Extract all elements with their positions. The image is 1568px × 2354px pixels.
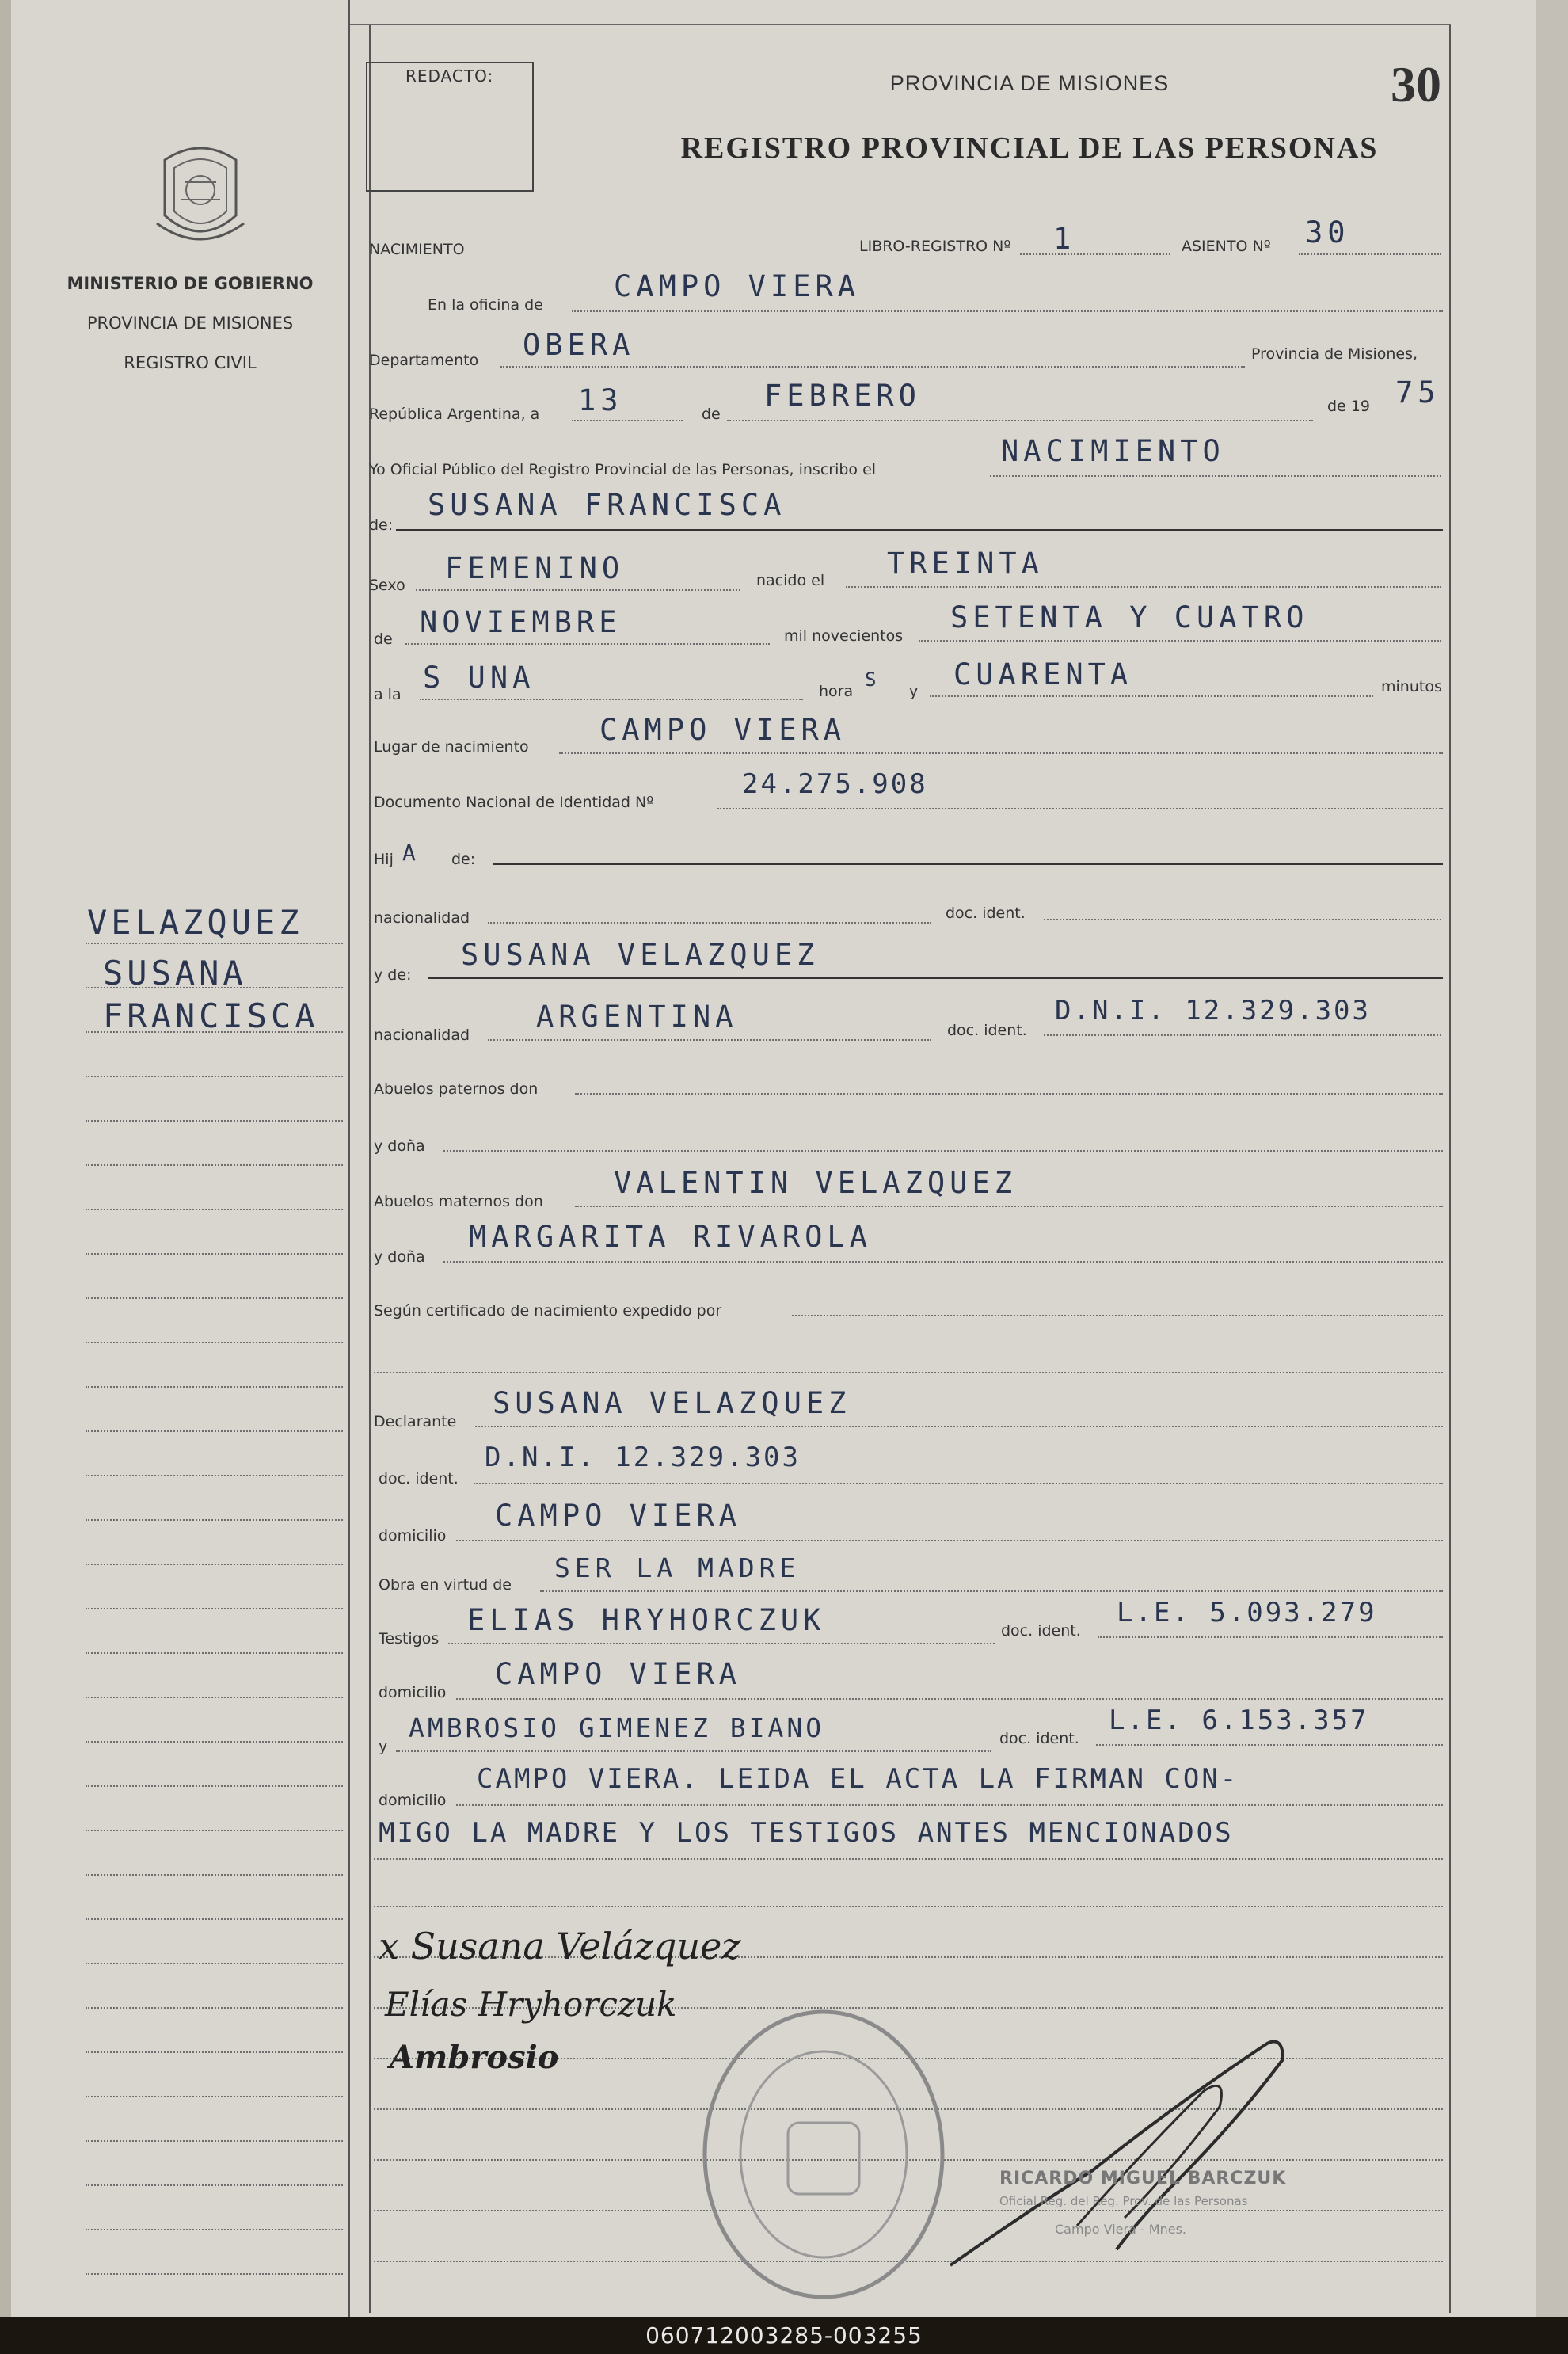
nacido-value: TREINTA [887, 547, 1044, 581]
margin-note-first-name: SUSANA [103, 954, 247, 992]
testigo1-doc-value: L.E. 5.093.279 [1117, 1597, 1377, 1628]
nacionalidad1-label: nacionalidad [374, 909, 470, 927]
domicilio3-line [456, 1804, 1443, 1806]
certificado-line-2 [374, 1372, 1443, 1373]
domicilio2-value: CAMPO VIERA [495, 1657, 742, 1691]
official-role: Oficial Reg. del Reg. Prov. de las Personas [999, 2194, 1248, 2208]
de19-label: de 19 [1327, 398, 1370, 415]
asiento-label: ASIENTO Nº [1182, 238, 1271, 255]
madre-de-label: y de: [374, 966, 412, 984]
nacido-mes-value: NOVIEMBRE [420, 605, 622, 639]
horas-suffix: S [865, 668, 879, 691]
hij-suffix: A [402, 840, 418, 866]
margin-line [86, 1564, 343, 1565]
republica-label: República Argentina, a [369, 406, 540, 423]
dni-value: 24.275.908 [742, 768, 928, 800]
margin-line [86, 2140, 343, 2142]
testigos-label: Testigos [379, 1630, 440, 1647]
departamento-value: OBERA [523, 328, 635, 362]
margin-line [86, 1785, 343, 1787]
testigo1-line [448, 1643, 995, 1644]
nacionalidad1-line [488, 922, 931, 924]
hora-line [420, 699, 803, 700]
mil-label: mil novecientos [784, 627, 904, 645]
margin-line [86, 1076, 343, 1077]
margin-line [86, 1386, 343, 1388]
margin-line [86, 1608, 343, 1609]
oficina-line [572, 310, 1443, 312]
mes-value: FEBRERO [764, 379, 921, 413]
official-place: Campo Viera - Mnes. [1055, 2222, 1187, 2237]
margin-line [86, 2184, 343, 2186]
mil-line [919, 640, 1441, 642]
margin-line [86, 1430, 343, 1432]
madre-value: SUSANA VELAZQUEZ [461, 938, 820, 972]
provincia-label: Provincia de Misiones, [1251, 345, 1418, 363]
oficial-label: Yo Oficial Público del Registro Provincial de las Personas, inscribo el [369, 461, 877, 478]
margin-line [86, 2007, 343, 2009]
dni-line [717, 808, 1443, 809]
certificado-label: Según certificado de nacimiento expedido por [374, 1302, 722, 1320]
margin-line [86, 1209, 343, 1210]
margin-line [86, 1741, 343, 1743]
anio-value: 75 [1395, 375, 1441, 409]
abuelo-materno-value: VALENTIN VELAZQUEZ [614, 1166, 1017, 1200]
abuelo-paterno-line [575, 1093, 1443, 1095]
minutos-line [930, 695, 1373, 697]
sexo-line [416, 589, 740, 591]
horas-label: hora [819, 683, 854, 700]
official-name: RICARDO MIGUEL BARCZUK [999, 2169, 1287, 2188]
margin-line [86, 1031, 343, 1033]
inscribo-value: NACIMIENTO [1001, 434, 1225, 468]
abuela-paterna-line [443, 1150, 1443, 1152]
nacionalidad2-line [488, 1039, 931, 1041]
y2-label: y [379, 1738, 388, 1755]
form-right-border [1449, 24, 1451, 2313]
redacto-label: REDACTO: [405, 67, 494, 86]
margin-line [86, 1963, 343, 1964]
witness2-signature: Ambrosio [390, 2039, 559, 2076]
abuelos-maternos-label: Abuelos maternos don [374, 1193, 543, 1210]
testigo1-doc-label: doc. ident. [1001, 1622, 1081, 1640]
page-number: 30 [1391, 56, 1441, 112]
ala-label: a la [374, 686, 402, 703]
domicilio1-value: CAMPO VIERA [495, 1499, 742, 1533]
margin-line [86, 2229, 343, 2230]
continuation-line [374, 1858, 1443, 1860]
obra-label: Obra en virtud de [379, 1576, 512, 1594]
testigo1-doc-line [1098, 1636, 1443, 1638]
libro-value: 1 [1053, 222, 1076, 256]
docident2-label: doc. ident. [947, 1022, 1027, 1039]
docident1-label: doc. ident. [946, 905, 1026, 922]
dia-line [572, 420, 683, 421]
nacimiento-label: NACIMIENTO [369, 241, 465, 258]
de-label: de [702, 406, 721, 423]
official-signature-icon [934, 2012, 1315, 2297]
domicilio3-label: domicilio [379, 1792, 447, 1809]
asiento-value: 30 [1305, 215, 1350, 249]
docident2-value: D.N.I. 12.329.303 [1055, 995, 1371, 1027]
lugar-label: Lugar de nacimiento [374, 738, 529, 756]
decl-doc-label: doc. ident. [379, 1470, 459, 1487]
declarante-line [475, 1426, 1443, 1427]
continuation-value: MIGO LA MADRE Y LOS TESTIGOS ANTES MENCIONADOS [379, 1817, 1234, 1849]
persona-line [396, 529, 1443, 531]
margin-line [86, 987, 343, 988]
page-edge-left [0, 0, 11, 2317]
witness1-signature: Elías Hryhorczuk [385, 1985, 677, 2024]
asiento-line [1299, 253, 1441, 255]
margin-line [86, 2273, 343, 2275]
docident2-line [1044, 1034, 1441, 1036]
abuela-materna-line [443, 1261, 1443, 1263]
testigo2-line [396, 1750, 991, 1752]
abuelos-paternos-label: Abuelos paternos don [374, 1080, 539, 1098]
madre-line [428, 977, 1443, 979]
margin-line [86, 1652, 343, 1654]
docident1-line [1044, 919, 1441, 920]
mother-signature: x Susana Velázquez [379, 1925, 741, 1967]
inscribo-line [990, 475, 1441, 477]
testigo1-value: ELIAS HRYHORCZUK [467, 1603, 826, 1637]
persona-de-label: de: [369, 516, 394, 534]
margin-line [86, 1342, 343, 1343]
form-top-border [350, 24, 1451, 25]
abuela-materna-value: MARGARITA RIVAROLA [469, 1220, 872, 1254]
page-edge-right [1536, 0, 1568, 2317]
obra-value: SER LA MADRE [554, 1552, 801, 1583]
lugar-value: CAMPO VIERA [599, 713, 847, 747]
domicilio2-label: domicilio [379, 1684, 447, 1701]
margin-line [86, 1918, 343, 1920]
margin-line [86, 2051, 343, 2053]
departamento-line [500, 366, 1245, 368]
nacido-mes-line [405, 643, 770, 645]
libro-line [1020, 253, 1170, 255]
persona-value: SUSANA FRANCISCA [428, 488, 786, 522]
nacido-line [846, 586, 1441, 588]
certificado-line [792, 1315, 1443, 1316]
ydona1-label: y doña [374, 1137, 425, 1155]
y-minutos-label: y [909, 683, 919, 700]
dni-label: Documento Nacional de Identidad Nº [374, 794, 654, 811]
margin-line [86, 1164, 343, 1166]
nacido-label: nacido el [756, 572, 825, 589]
testigo2-value: AMBROSIO GIMENEZ BIANO [409, 1712, 825, 1743]
document-id: 060712003285-003255 [645, 2322, 923, 2348]
margin-line [86, 2096, 343, 2097]
margin-line [86, 1874, 343, 1876]
margin-line [86, 1120, 343, 1122]
testigo2-doc-label: doc. ident. [999, 1730, 1079, 1747]
official-stamp-icon [697, 2004, 950, 2305]
hij-label: Hij [374, 851, 394, 868]
margin-line [86, 943, 343, 944]
sidebar-province-label: PROVINCIA DE MISIONES [86, 314, 294, 333]
ydona2-label: y doña [374, 1248, 425, 1266]
testigo2-doc-line [1096, 1744, 1443, 1746]
minutos-value: CUARENTA [953, 657, 1133, 691]
domicilio1-label: domicilio [379, 1527, 447, 1545]
margin-line [86, 1475, 343, 1476]
declarante-label: Declarante [374, 1413, 457, 1430]
hij-de-label: de: [451, 851, 476, 868]
hora-value: S UNA [423, 661, 535, 695]
civil-registry-label: REGISTRO CIVIL [124, 353, 257, 372]
nacionalidad2-value: ARGENTINA [536, 1000, 738, 1034]
domicilio3-value: CAMPO VIERA. LEIDA EL ACTA LA FIRMAN CON- [477, 1763, 1239, 1795]
nacido-mes-de-label: de [374, 630, 393, 648]
mes-line [727, 420, 1313, 421]
dia-value: 13 [578, 383, 623, 417]
departamento-label: Departamento [369, 352, 479, 369]
lugar-line [559, 752, 1443, 754]
blank-line [374, 1906, 1443, 1907]
padre-line [493, 863, 1443, 865]
margin-note-surname: VELAZQUEZ [87, 903, 303, 942]
domicilio2-line [456, 1698, 1443, 1700]
testigo2-doc-value: L.E. 6.153.357 [1109, 1705, 1369, 1736]
decl-doc-value: D.N.I. 12.329.303 [485, 1442, 801, 1473]
margin-line [86, 1830, 343, 1831]
oficina-value: CAMPO VIERA [614, 269, 861, 303]
minutos-label: minutos [1381, 678, 1442, 695]
sexo-value: FEMENINO [445, 551, 625, 585]
nacionalidad2-label: nacionalidad [374, 1027, 470, 1044]
registry-title: REGISTRO PROVINCIAL DE LAS PERSONAS [680, 131, 1379, 165]
domicilio1-line [456, 1540, 1443, 1541]
libro-label: LIBRO-REGISTRO Nº [859, 238, 1011, 255]
margin-line [86, 1297, 343, 1299]
ministry-label: MINISTERIO DE GOBIERNO [67, 274, 314, 293]
margin-note-second-name: FRANCISCA [103, 996, 319, 1035]
margin-line [86, 1253, 343, 1255]
abuelo-materno-line [575, 1206, 1443, 1207]
sidebar-divider [348, 0, 350, 2317]
decl-doc-line [474, 1483, 1443, 1484]
margin-line [86, 1697, 343, 1698]
declarante-value: SUSANA VELAZQUEZ [493, 1386, 851, 1420]
province-header: PROVINCIA DE MISIONES [889, 71, 1170, 95]
oficina-label: En la oficina de [428, 296, 543, 314]
mil-value: SETENTA Y CUATRO [950, 600, 1309, 634]
sexo-label: Sexo [369, 577, 405, 594]
province-seal-icon [149, 136, 252, 247]
margin-line [86, 1519, 343, 1521]
obra-line [540, 1590, 1443, 1592]
